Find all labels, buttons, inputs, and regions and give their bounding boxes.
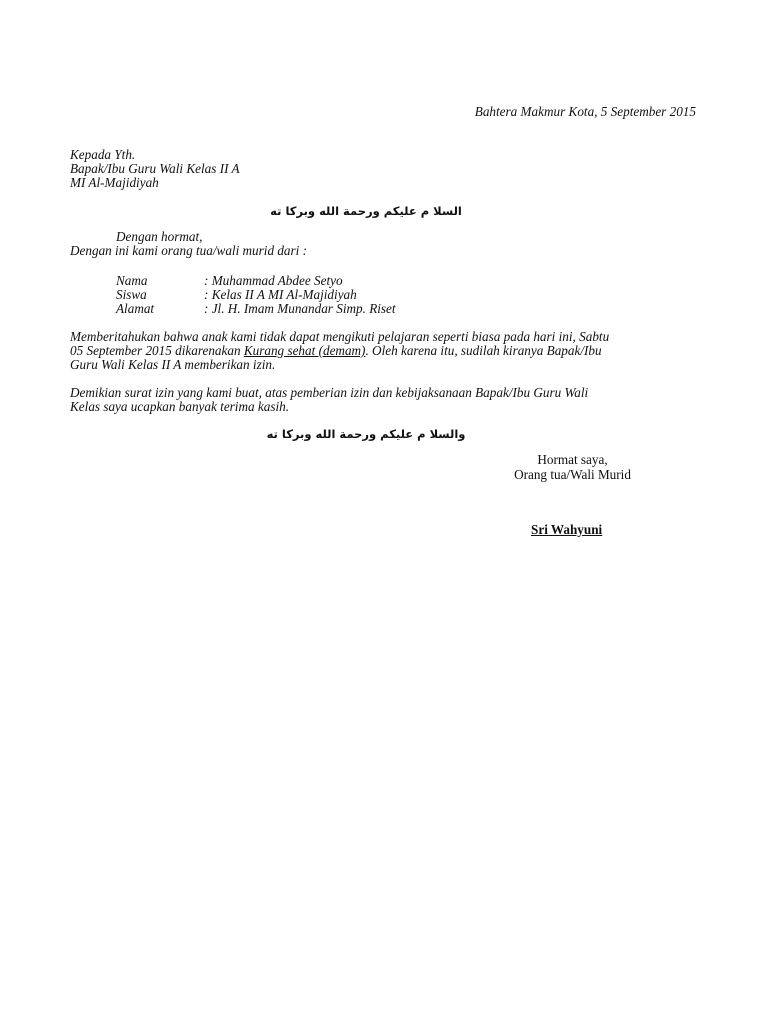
paragraph-line	[70, 344, 710, 358]
paragraph-notice	[70, 330, 710, 372]
reason-underlined: Kurang sehat (demam)	[243, 343, 366, 358]
text-segment: 05 September 2015 dikarenakan	[70, 343, 244, 358]
recipient-block	[70, 148, 240, 190]
recipient-salutation: Kepada Yth.	[70, 147, 136, 162]
field-value: : Kelas II A MI Al-Majidiyah	[204, 287, 357, 302]
salam-closing: والسلا م عليكم ورحمة الله وبركا ته	[266, 427, 466, 441]
closing-block	[505, 453, 640, 483]
paragraph-closing	[70, 386, 710, 414]
signer-name: Sri Wahyuni	[531, 522, 603, 537]
field-row-siswa	[116, 288, 396, 302]
text-segment: . Oleh karena itu, sudilah kiranya Bapak/Ibu	[365, 343, 602, 358]
closing-role: Orang tua/Wali Murid	[514, 467, 631, 482]
paragraph-line: Demikian surat izin yang kami buat, atas pemberian izin dan kebijaksanaan Bapak/Ibu Guru Wali	[70, 385, 589, 400]
salam-opening: السلا م عليكم ورحمة الله وبركا ته	[270, 204, 462, 218]
field-label: Nama	[116, 273, 148, 288]
paragraph-line: Guru Wali Kelas II A memberikan izin.	[70, 357, 276, 372]
student-fields	[116, 274, 396, 316]
paragraph-line: Memberitahukan bahwa anak kami tidak dapat mengikuti pelajaran seperti biasa pada hari ini, Sabtu	[70, 329, 610, 344]
field-value: : Jl. H. Imam Munandar Simp. Riset	[204, 301, 396, 316]
field-value: : Muhammad Abdee Setyo	[204, 273, 343, 288]
closing-regards: Hormat saya,	[537, 452, 608, 467]
intro-line: Dengan ini kami orang tua/wali murid dari :	[70, 243, 308, 258]
paragraph-line: Kelas saya ucapkan banyak terima kasih.	[70, 399, 290, 414]
field-row-nama	[116, 274, 396, 288]
place-date: Bahtera Makmur Kota, 5 September 2015	[474, 104, 696, 119]
recipient-name: Bapak/Ibu Guru Wali Kelas II A	[70, 161, 240, 176]
field-label: Alamat	[116, 301, 155, 316]
field-row-alamat	[116, 302, 396, 316]
greeting: Dengan hormat,	[116, 229, 203, 244]
field-label: Siswa	[116, 287, 147, 302]
recipient-school: MI Al-Majidiyah	[70, 175, 159, 190]
